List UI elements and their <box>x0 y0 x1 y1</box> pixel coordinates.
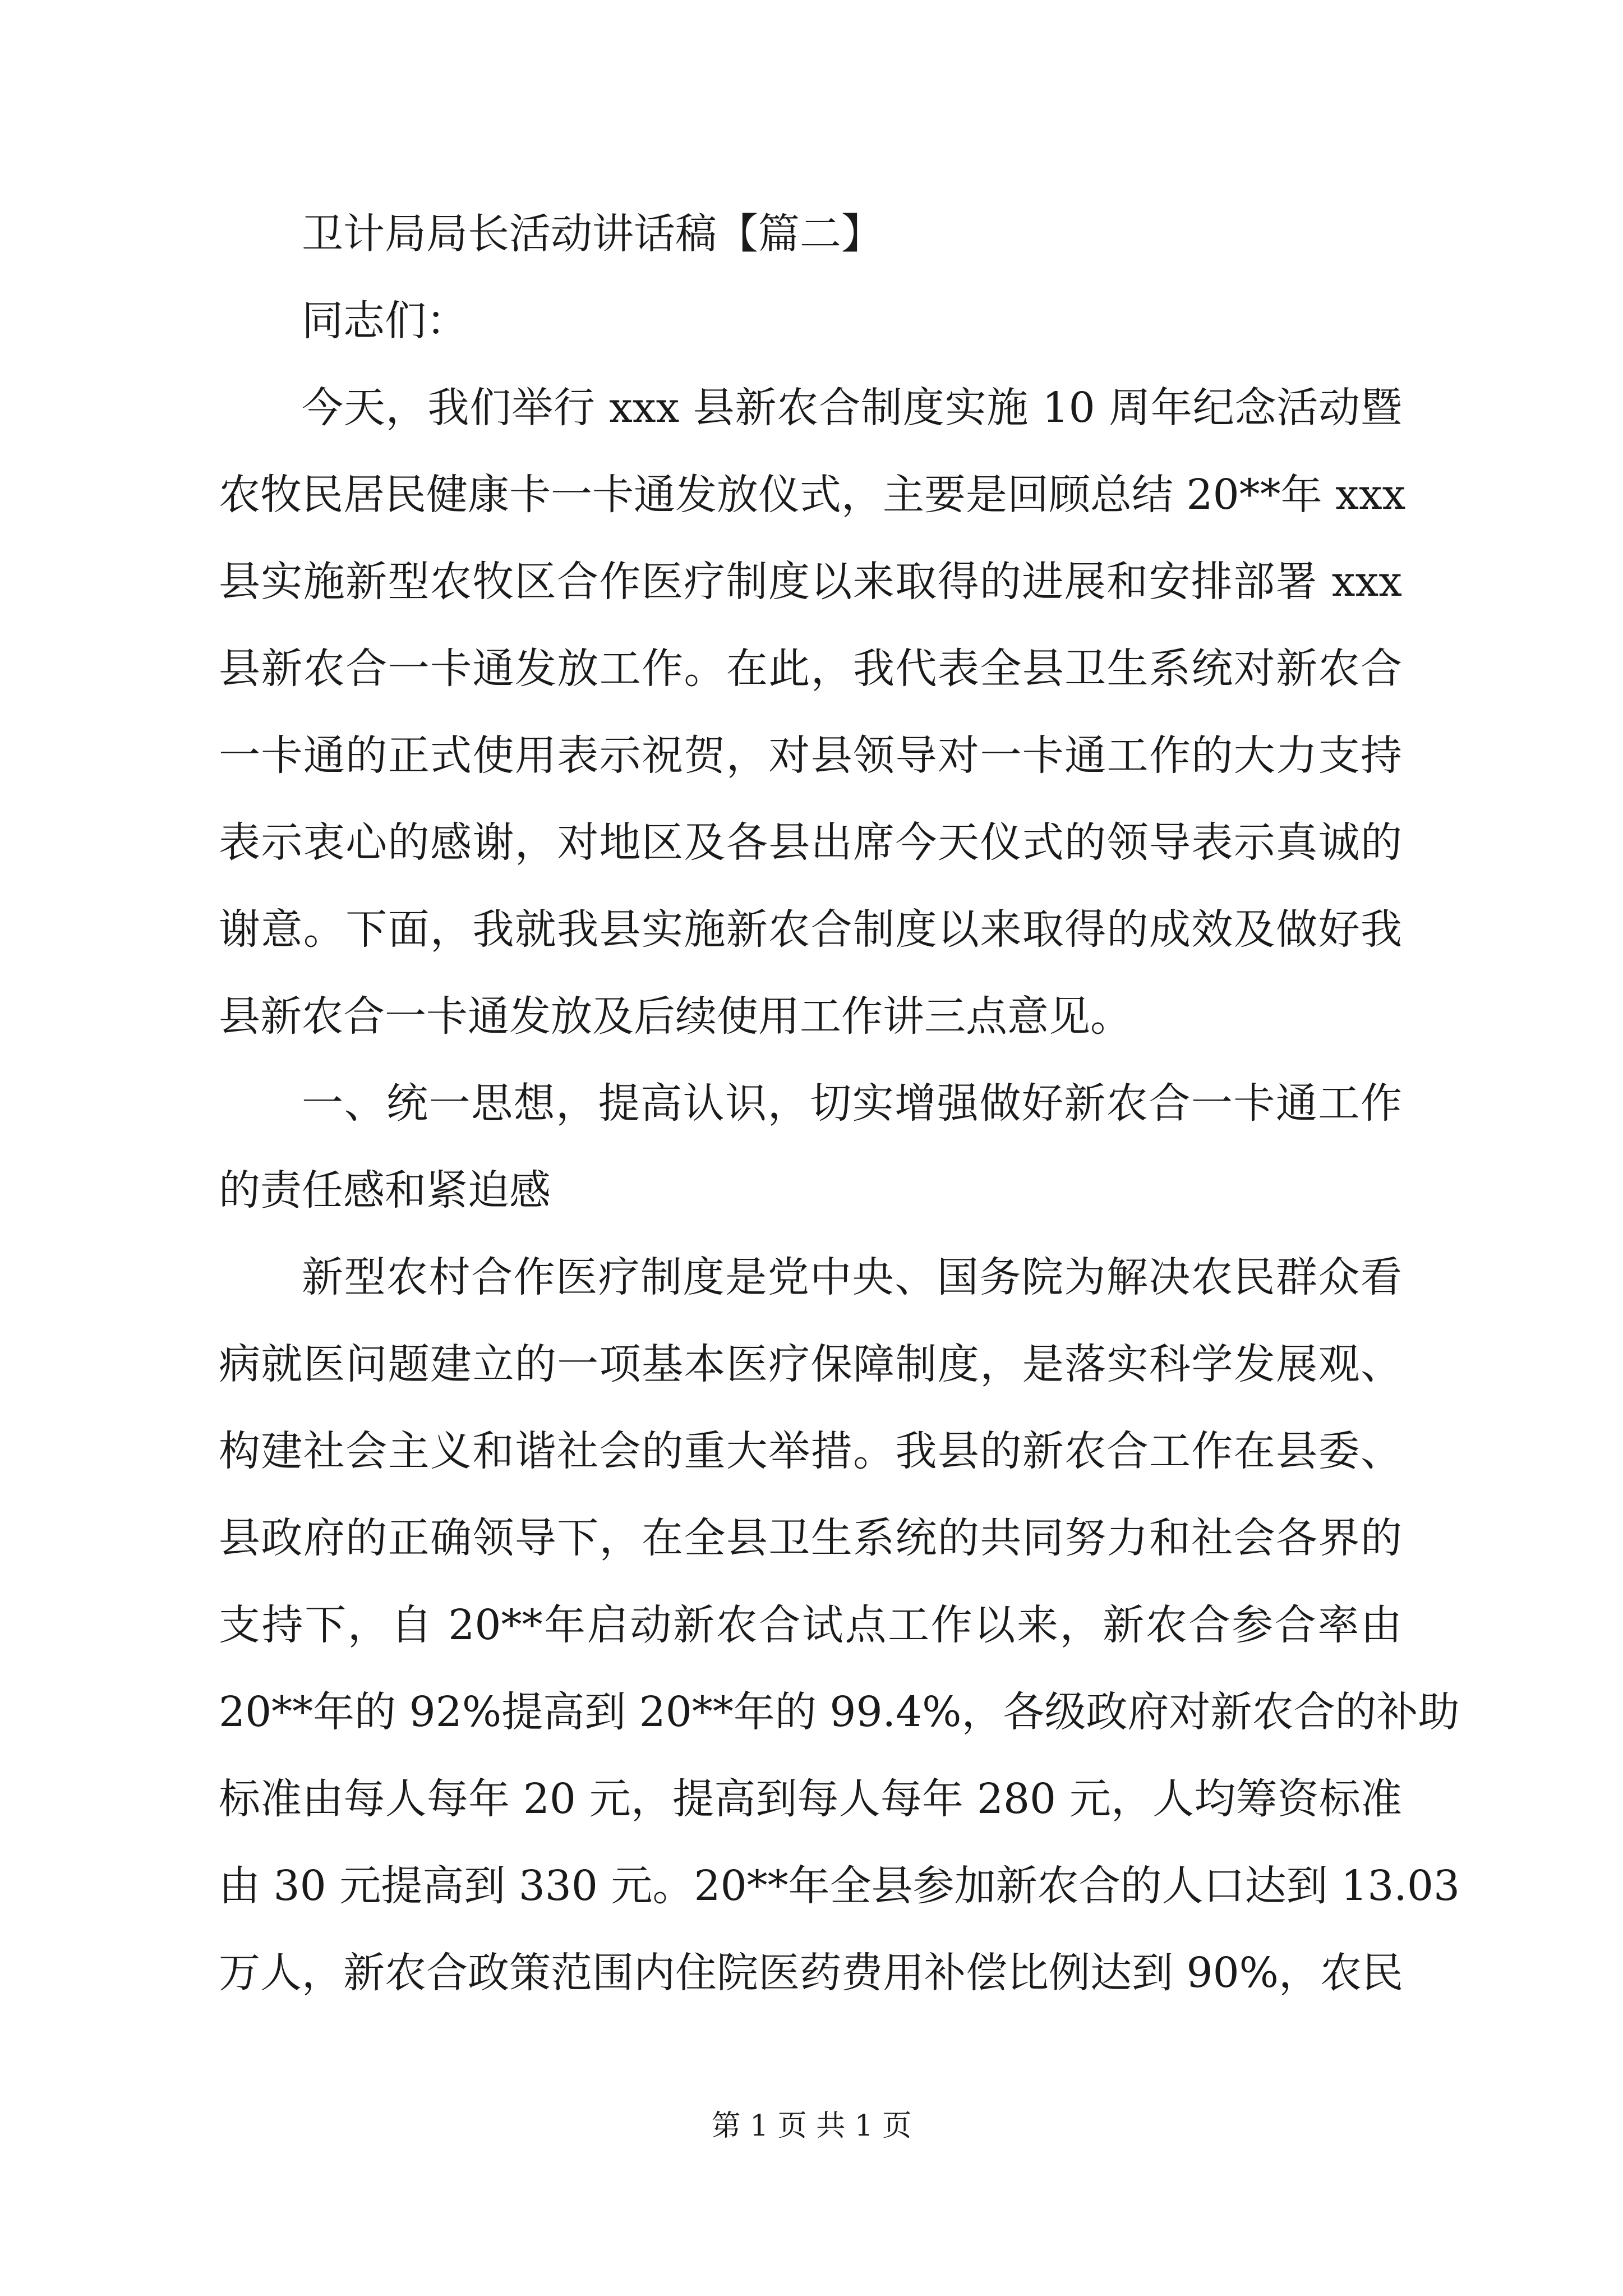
section-heading: 的责任感和紧迫感 <box>219 1166 551 1214</box>
document-title: 卫计局局长活动讲话稿【篇二】 <box>302 210 883 258</box>
text-line: 县新农合一卡通发放工作。在此，我代表全县卫生系统对新农合 <box>219 645 1402 693</box>
text-line: 构建社会主义和谐社会的重大举措。我县的新农合工作在县委、 <box>219 1427 1402 1475</box>
text-line: 县实施新型农牧区合作医疗制度以来取得的进展和安排部署 xxx <box>219 558 1402 606</box>
text-line: 20**年的 92%提高到 20**年的 99.4%，各级政府对新农合的补助 <box>219 1688 1460 1736</box>
text-line: 县政府的正确领导下，在全县卫生系统的共同努力和社会各界的 <box>219 1514 1402 1562</box>
text-line: 支持下，自 20**年启动新农合试点工作以来，新农合参合率由 <box>219 1601 1402 1649</box>
text-line: 新型农村合作医疗制度是党中央、国务院为解决农民群众看 <box>302 1253 1402 1301</box>
text-line: 表示衷心的感谢，对地区及各县出席今天仪式的领导表示真诚的 <box>219 818 1402 867</box>
text-line: 一卡通的正式使用表示祝贺，对县领导对一卡通工作的大力支持 <box>219 731 1402 780</box>
text-line: 县新农合一卡通发放及后续使用工作讲三点意见。 <box>219 992 1132 1041</box>
section-heading: 一、统一思想，提高认识，切实增强做好新农合一卡通工作 <box>302 1079 1402 1128</box>
text-line: 万人，新农合政策范围内住院医药费用补偿比例达到 90%，农民 <box>219 1949 1403 1997</box>
text-line: 谢意。下面，我就我县实施新农合制度以来取得的成效及做好我 <box>219 905 1402 954</box>
text-line: 病就医问题建立的一项基本医疗保障制度，是落实科学发展观、 <box>219 1340 1402 1388</box>
text-line: 农牧民居民健康卡一卡通发放仪式，主要是回顾总结 20**年 xxx <box>219 471 1406 519</box>
salutation: 同志们： <box>302 297 468 345</box>
document-body <box>219 191 1460 2017</box>
text-line: 由 30 元提高到 330 元。20**年全县参加新农合的人口达到 13.03 <box>219 1862 1460 1910</box>
text-line: 标准由每人每年 20 元，提高到每人每年 280 元，人均筹资标准 <box>219 1775 1402 1823</box>
text-line: 今天，我们举行 xxx 县新农合制度实施 10 周年纪念活动暨 <box>302 384 1402 432</box>
page-footer: 第 1 页 共 1 页 <box>711 2109 912 2143</box>
